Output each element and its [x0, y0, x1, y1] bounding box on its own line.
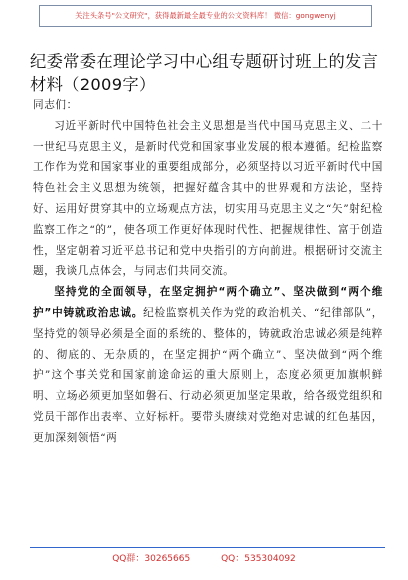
footer-qq-group: QQ群：30265665 — [112, 554, 191, 564]
paragraph-loyalty — [33, 282, 383, 448]
header-text: 关注头条号"公文研究"，获得最新最全最专业的公文资料库！ 微信：gongwenyj — [75, 11, 336, 20]
footer-divider — [30, 547, 385, 548]
footer — [0, 551, 408, 564]
document-body — [33, 95, 383, 449]
footer-qq: QQ：535304092 — [221, 554, 296, 564]
salutation: 同志们： — [33, 99, 78, 111]
document-title: 纪委常委在理论学习中心组专题研讨班上的发言材料（2009字） — [30, 52, 379, 94]
paragraph-heading: 坚持党的全面领导，在坚定拥护“两个确立”、坚决做到“两个维护”中铸就政治忠诚。 — [33, 286, 383, 319]
paragraph-intro: 习近平新时代中国特色社会主义思想是当代中国马克思主义、二十一世纪马克思主义，是新时代党和国家事业发展的根本遵循。纪检监察工作作为党和国家事业的重要组成部分，必须坚持以习近平新时代中国特色社会主义思想为统领，把握好蕴含其中的世界观和方法论，坚持好、运用好贯穿其中的立场观点方法，切实用马克思主义之“矢”射纪检监察工作之“的”，使各项工作更好体现时代性、把握规律性、富于创造性，坚定朝着习近平总书记和党中央指引的方向前进。根据研讨交流主题，我谈几点体会，与同志们共同交流。 — [33, 119, 383, 278]
header-banner — [39, 5, 372, 27]
paragraph-loyalty-text: 纪检监察机关作为党的政治机关、“纪律部队”，坚持党的领导必须是全面的系统的、整体的，铸就政治忠诚必须是纯粹的、彻底的、无杂质的，在坚定拥护“两个确立”、坚决做到“两个维护”这个事关党和国家前途命运的重大原则上，态度必须更加旗帜鲜明、立场必须更加坚如磐石、行动必须更加坚定果敢，给各级党组织和党员干部作出表率、立好标杆。要带头赓续对党绝对忠诚的红色基因，更加深刻领悟“两 — [33, 306, 383, 444]
